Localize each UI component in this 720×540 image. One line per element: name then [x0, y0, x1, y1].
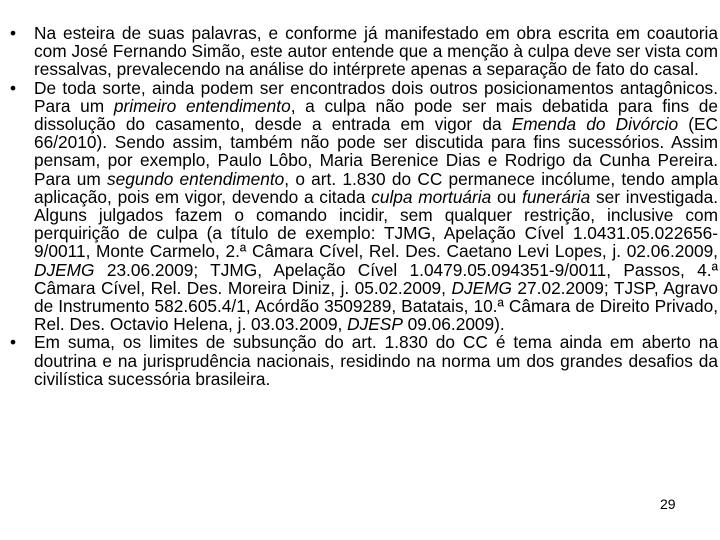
text-run: (EC 66/2010). Sendo assim, também não pode ser discutida para fins sucessórios. Assim pensam, por exemplo, Paulo Lôbo, Maria Berenice Dias e Rodrigo da Cunha Pereira. Para um [34, 114, 719, 189]
italic-text-run: DJEMG [451, 277, 512, 298]
text-run: De toda sorte, ainda podem ser encontrados dois outros posicionamentos antagônicos. Para um [34, 77, 718, 116]
text-run: ou [491, 186, 523, 207]
text-run: Na esteira de suas palavras, e conforme já manifestado em obra escrita em coautoria com José Fernando Simão, este autor entende que a menção à culpa deve ser vista com ressalvas, prevalecendo na análise do intérprete apenas a separação de fato do casal. [34, 23, 718, 80]
bullet-item [6, 24, 718, 79]
bullet-list [6, 24, 718, 388]
bullet-text [34, 332, 718, 388]
text-run: Em suma, os limites de subsunção do art. 1.830 do CC é tema ainda em aberto na doutrina e na jurisprudência nacionais, residindo na norma um dos grandes desafios da civilística sucessória brasileira. [34, 332, 718, 389]
bullet-point-icon: • [9, 332, 17, 353]
bullet-point-icon: • [9, 23, 17, 43]
bullet-item [6, 333, 718, 388]
bullet-point-icon: • [9, 77, 17, 98]
text-run: , a culpa não pode ser mais debatida para fins de dissolução do casamento, desde a entrada em vigor da [34, 95, 718, 135]
page-number: 29 [660, 496, 676, 512]
text-run: ser investigada. Alguns julgados fazem o comando incidir, sem qualquer restrição, inclusive com perquirição de culpa (a título de exemplo: TJMG, Apelação Cível 1.0431.05.022656-9/0011, Monte Carmelo, 2.ª Câmara Cível, Rel. Des. Caetano Levi Lopes, j. 02.06.2009, [34, 186, 718, 262]
text-run: 09.06.2009). [402, 314, 505, 335]
text-run: 23.06.2009; TJMG, Apelação Cível 1.0479.05.094351-9/0011, Passos, 4.ª Câmara Cível, Rel. Des. Moreira Diniz, j. 05.02.2009, [34, 259, 718, 298]
bullet-text [34, 78, 718, 335]
text-run: , o art. 1.830 do CC permanece incólume, tendo ampla aplicação, pois em vigor, devendo a citada [34, 168, 718, 207]
italic-text-run: DJEMG [34, 259, 95, 280]
italic-text-run: funerária [522, 186, 591, 207]
text-run: 27.02.2009; TJSP, Agravo de Instrumento 582.605.4/1, Acórdão 3509289, Batatais, 10.ª Câmara de Direito Privado, Rel. Des. Octavio Helena, j. 03.03.2009, [34, 277, 718, 335]
bullet-text [34, 23, 718, 79]
italic-text-run: DJESP [347, 314, 403, 335]
italic-text-run: culpa mortuária [371, 186, 492, 207]
bullet-item [6, 79, 718, 334]
italic-text-run: primeiro entendimento [113, 95, 291, 116]
italic-text-run: Emenda do Divórcio [511, 114, 679, 135]
italic-text-run: segundo entendimento [107, 168, 285, 189]
